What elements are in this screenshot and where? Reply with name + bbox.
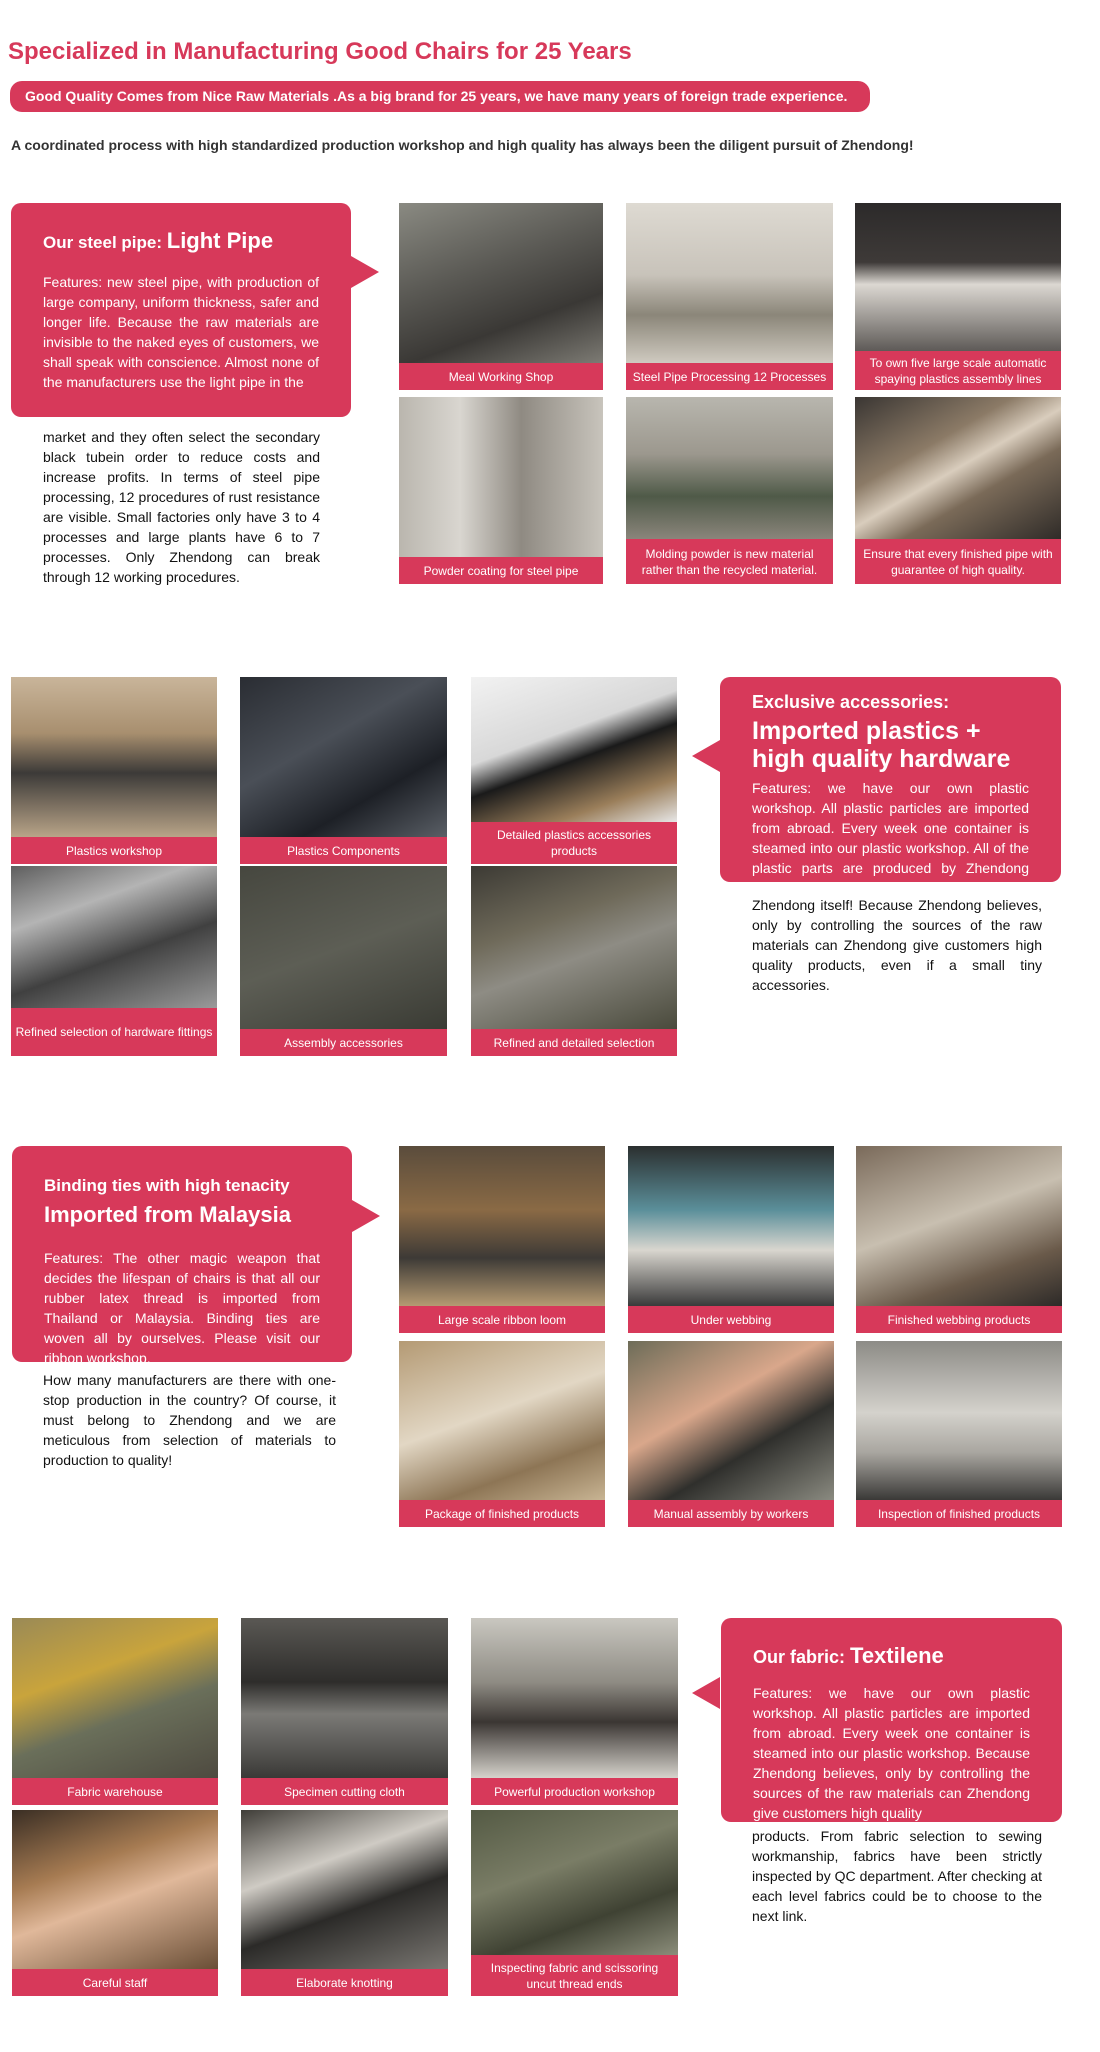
binding-ties-title: Imported from Malaysia [44, 1202, 291, 1227]
quality-banner: Good Quality Comes from Nice Raw Materials .As a big brand for 25 years, we have many years of foreign trade experience. [10, 81, 870, 112]
steel-pipe-features: Features: new steel pipe, with production of large company, uniform thickness, safer and longer life. Because the raw materials are invisible to the naked eyes of customers, we shall speak with conscience. Almost none of the manufacturers use the light pipe in the [43, 274, 319, 390]
photo-caption: Elaborate knotting [241, 1969, 448, 1996]
binding-ties-panel [12, 1146, 352, 1366]
photo-caption: Refined selection of hardware fittings [11, 1008, 217, 1056]
page-title: Specialized in Manufacturing Good Chairs for 25 Years [8, 38, 632, 65]
accessories-title-line2: high quality hardware [752, 745, 1011, 773]
ribbon-loom-photo [399, 1146, 605, 1306]
steel-pipe-subtitle: Our steel pipe: [43, 233, 167, 252]
photo-tile [241, 1618, 448, 1805]
steel-pipe-title: Light Pipe [166, 228, 274, 253]
fabric-title: Textilene [850, 1643, 944, 1668]
photo-caption: Package of finished products [399, 1500, 605, 1527]
photo-caption: Manual assembly by workers [628, 1500, 834, 1527]
photo-tile [471, 866, 677, 1056]
intro-text: A coordinated process with high standardized production workshop and high quality has always been the diligent pursuit of Zhendong! [11, 137, 914, 153]
photo-tile [12, 1810, 218, 1996]
photo-tile [240, 866, 447, 1056]
photo-caption: Assembly accessories [240, 1029, 447, 1056]
under-webbing-photo [628, 1146, 834, 1306]
binding-ties-subtitle: Binding ties with high tenacity [44, 1176, 290, 1195]
fabric-subtitle: Our fabric: [753, 1647, 851, 1667]
fabric-panel [721, 1618, 1062, 1822]
photo-tile [626, 203, 833, 390]
pipe-processing-photo [626, 203, 833, 363]
photo-caption: Molding powder is new material rather than the recycled material. [626, 539, 833, 584]
accessories-features: Features: we have our own plastic workshop. All plastic particles are imported from abroad. Every week one container is steamed into our plastic workshop. All of the plastic parts are produced by Zhendong formulation and by [752, 780, 1029, 896]
photo-caption: Ensure that every finished pipe with guarantee of high quality. [855, 539, 1061, 584]
photo-tile [399, 1146, 605, 1333]
photo-tile [855, 203, 1061, 390]
photo-caption: Detailed plastics accessories products [471, 822, 677, 864]
steel-pipe-arrow [351, 256, 379, 288]
plastics-workshop-photo [11, 677, 217, 837]
photo-caption: Refined and detailed selection [471, 1029, 677, 1056]
fabric-inspection-photo [471, 1810, 678, 1955]
fabric-arrow [692, 1677, 720, 1709]
accessories-arrow [692, 740, 720, 772]
steel-pipe-continuation: market and they often select the secondary black tubein order to reduce costs and increase profits. In terms of steel pipe processing, 12 procedures of rust resistance are visible. Small factories only have 3 to 4 processes and large plants have 6 to 7 processes. Only Zhendong can break through 12 working procedures. [43, 429, 320, 585]
accessories-panel [720, 677, 1061, 896]
photo-caption: Large scale ribbon loom [399, 1306, 605, 1333]
hardware-fittings-photo [11, 866, 217, 1008]
manual-assembly-photo [628, 1341, 834, 1500]
photo-tile [855, 397, 1061, 584]
careful-staff-photo [12, 1810, 218, 1969]
photo-tile [856, 1146, 1062, 1333]
finished-package-photo [399, 1341, 605, 1500]
photo-caption: Fabric warehouse [12, 1778, 218, 1805]
accessories-title-line1: Imported plastics + [752, 717, 981, 745]
photo-tile [12, 1618, 218, 1805]
photo-caption: Plastics Components [240, 837, 447, 864]
photo-tile [471, 677, 677, 864]
finished-pipe-photo [855, 397, 1061, 539]
binding-ties-continuation: How many manufacturers are there with one-stop production in the country? Of course, it must belong to Zhendong and we are meticulous from selection of materials to production to quality! [43, 1372, 336, 1468]
photo-caption: Powder coating for steel pipe [399, 557, 603, 584]
fabric-features: Features: we have our own plastic workshop. All plastic particles are imported from abroad. Every week one container is steamed into our plastic workshop. Because Zhendong believes, only by controlling the sources of the raw materials can Zhendong give customers high quality [753, 1685, 1030, 1821]
photo-tile [11, 677, 217, 864]
spraying-line-photo [855, 203, 1061, 351]
binding-ties-arrow [352, 1200, 380, 1232]
photo-tile [399, 1341, 605, 1527]
powder-coating-photo [399, 397, 603, 557]
photo-tile [626, 397, 833, 584]
accessories-continuation: Zhendong itself! Because Zhendong believes, only by controlling the sources of the raw materials can Zhendong give customers high quality products, even if a small tiny accessories. [752, 897, 1042, 993]
photo-tile [471, 1810, 678, 1996]
binding-ties-features: Features: The other magic weapon that decides the lifespan of chairs is that all our rubber latex thread is imported from Thailand or Malaysia. Binding ties are woven all by ourselves. Please visit our ribbon workshop. [44, 1250, 320, 1366]
photo-caption: Inspecting fabric and scissoring uncut thread ends [471, 1955, 678, 1996]
photo-tile [856, 1341, 1062, 1527]
fabric-continuation: products. From fabric selection to sewing workmanship, fabrics have been strictly inspected by QC department. After checking at each level fabrics could be to choose to the next link. [752, 1828, 1042, 1924]
elaborate-knotting-photo [241, 1810, 448, 1969]
photo-tile [240, 677, 447, 864]
photo-caption: Meal Working Shop [399, 363, 603, 390]
inspection-photo [856, 1341, 1062, 1500]
production-workshop-photo [471, 1618, 678, 1778]
photo-caption: Specimen cutting cloth [241, 1778, 448, 1805]
photo-tile [628, 1146, 834, 1333]
plastic-accessory-photo [471, 677, 677, 822]
photo-caption: Powerful production workshop [471, 1778, 678, 1805]
photo-caption: Careful staff [12, 1969, 218, 1996]
photo-caption: Under webbing [628, 1306, 834, 1333]
accessories-subtitle: Exclusive accessories: [752, 692, 950, 712]
photo-caption: Plastics workshop [11, 837, 217, 864]
finished-webbing-photo [856, 1146, 1062, 1306]
photo-tile [241, 1810, 448, 1996]
steel-pipe-panel [11, 203, 351, 417]
photo-caption: Finished webbing products [856, 1306, 1062, 1333]
plastics-components-photo [240, 677, 447, 837]
photo-caption: Steel Pipe Processing 12 Processes [626, 363, 833, 390]
fabric-warehouse-photo [12, 1618, 218, 1778]
photo-tile [399, 203, 603, 390]
photo-tile [11, 866, 217, 1056]
molding-powder-photo [626, 397, 833, 539]
photo-tile [471, 1618, 678, 1805]
photo-caption: Inspection of finished products [856, 1500, 1062, 1527]
photo-tile [628, 1341, 834, 1527]
photo-tile [399, 397, 603, 584]
cutting-cloth-photo [241, 1618, 448, 1778]
detailed-selection-photo [471, 866, 677, 1029]
assembly-accessories-photo [240, 866, 447, 1029]
metal-workshop-photo [399, 203, 603, 363]
photo-caption: To own five large scale automatic spaying plastics assembly lines [855, 351, 1061, 390]
